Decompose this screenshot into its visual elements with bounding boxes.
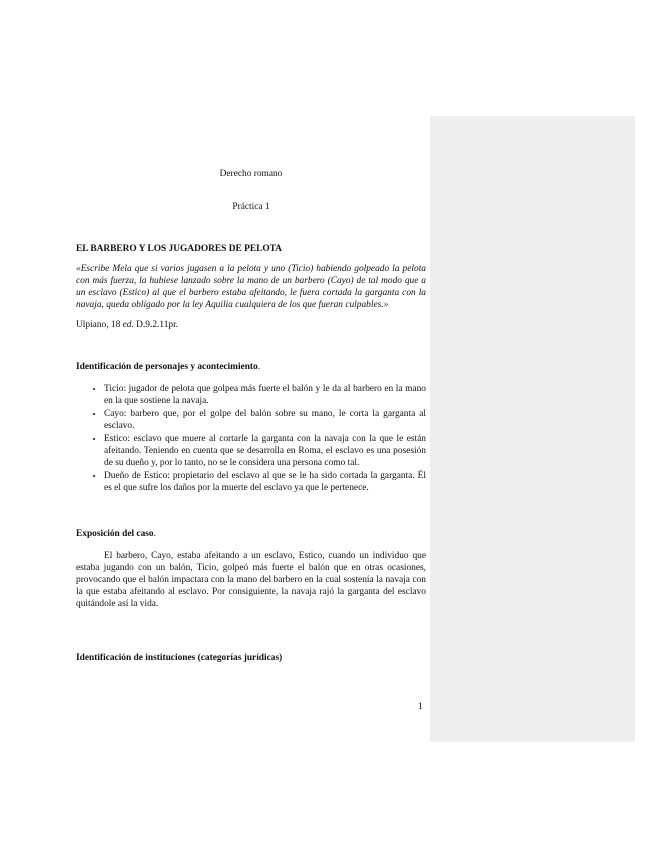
page-number: 1 — [418, 702, 423, 712]
character-list — [76, 383, 426, 494]
citation — [76, 319, 426, 331]
course-title: Derecho romano — [219, 169, 283, 179]
citation-ed: ed. — [122, 320, 134, 330]
list-item: • Ticio: jugador de pelota que golpea más fuerte el balón y le da al barbero en la mano en la que sostiene la navaja. — [104, 383, 426, 407]
citation-ref: D.9.2.11pr. — [136, 320, 179, 330]
section-heading-personajes — [76, 361, 426, 373]
list-item: • Estico: esclavo que muere al cortarle la garganta con la navaja con la que le están afeitando. Teniendo en cuenta que se desarrolla en Roma, el esclavo es una posesión de su dueño y, por lo tanto, no se le considera una persona como tal. — [104, 433, 426, 469]
case-exposition-paragraph: El barbero, Cayo, estaba afeitando a un esclavo, Estico, cuando un individuo que estaba jugando con un balón, Ticio, golpeó más fuerte el balón que en otras ocasiones, provocando que el balón impactara con la mano del barbero en la cual sostenía la navaja con la que estaba afeitando al esclavo. Por consiguiente, la navaja rajó la garganta del esclavo quitándole así la vida. — [76, 551, 426, 609]
section-heading-instituciones: Identificación de instituciones (categorías jurídicas) — [76, 653, 283, 663]
page-content — [76, 168, 426, 664]
section-heading-period: . — [153, 529, 156, 539]
citation-source: Ulpiano, 18 — [76, 320, 121, 330]
section-heading-period: . — [257, 362, 261, 372]
list-item: • Cayo: barbero que, por el golpe del balón sobre su mano, le corta la garganta al esclavo. — [104, 408, 426, 432]
list-item: • Dueño de Estico: propietario del esclavo al que se le ha sido cortada la garganta. Él es el que sufre los daños por la muerte del esclavo ya que le pertenece. — [104, 470, 426, 494]
section-heading-exposicion — [76, 528, 426, 540]
case-title: EL BARBERO Y LOS JUGADORES DE PELOTA — [76, 244, 282, 254]
section-heading-text: Exposición del caso — [76, 529, 154, 539]
comment-pane — [430, 116, 635, 742]
case-quote: «Escribe Mela que si varios jugasen a la pelota y uno (Ticio) habiendo golpeado la pelota con más fuerza, la hubiese lanzado sobre la mano de un barbero (Cayo) de tal modo que a un esclavo (Estico) al que el barbero estaba afeitando, le fuera cortada la garganta con la navaja, queda obligado por la ley Aquilia cualquiera de los que fueran culpables.» — [76, 264, 426, 310]
practice-title: Práctica 1 — [232, 202, 270, 212]
section-heading-text: Identificación de personajes y acontecimiento — [76, 362, 258, 372]
